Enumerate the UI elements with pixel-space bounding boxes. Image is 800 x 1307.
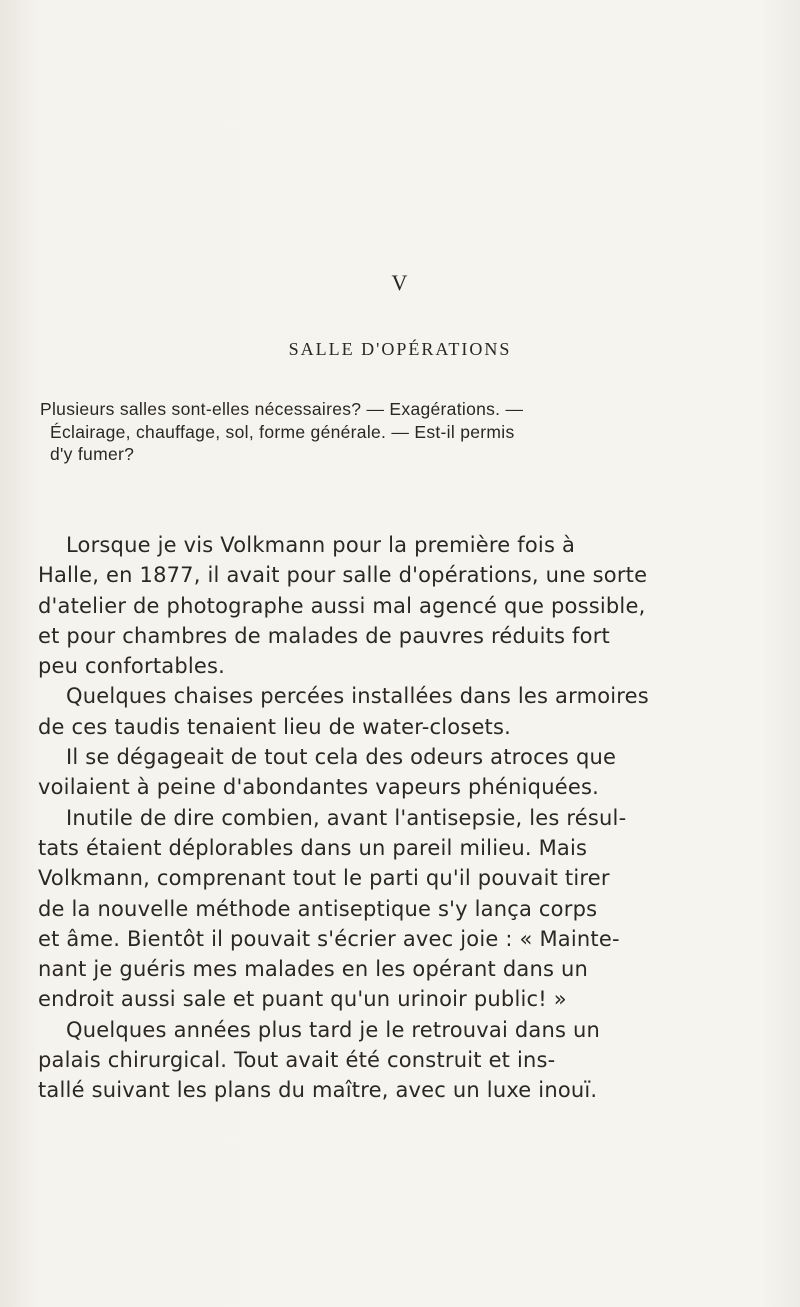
- body-line: et âme. Bientôt il pouvait s'écrier avec joie : « Mainte-: [38, 926, 620, 951]
- body-line: endroit aussi sale et puant qu'un urinoir public! »: [38, 987, 567, 1012]
- chapter-summary: [40, 398, 766, 466]
- body-line: tats étaient déplorables dans un pareil milieu. Mais: [38, 835, 588, 860]
- summary-line: Plusieurs salles sont-elles nécessaires? — Exagérations. —: [40, 399, 524, 419]
- body-line: tallé suivant les plans du maître, avec un luxe inouï.: [38, 1078, 598, 1103]
- chapter-title: SALLE D'OPÉRATIONS: [288, 339, 512, 359]
- body-line: et pour chambres de malades de pauvres réduits fort: [38, 623, 610, 648]
- body-line: palais chirurgical. Tout avait été construit et ins-: [38, 1048, 556, 1073]
- body-line: Quelques années plus tard je le retrouvai dans un: [66, 1017, 601, 1042]
- body-line: de ces taudis tenaient lieu de water-closets.: [38, 714, 512, 739]
- body-line: Lorsque je vis Volkmann pour la première fois à: [66, 533, 576, 557]
- body-line: nant je guéris mes malades en les opérant dans un: [38, 957, 588, 982]
- body-text: [38, 530, 768, 1106]
- body-line: d'atelier de photographe aussi mal agencé que possible,: [38, 593, 646, 618]
- chapter-number: V: [391, 270, 409, 295]
- body-line: Inutile de dire combien, avant l'antisepsie, les résul-: [66, 805, 627, 830]
- body-line: Quelques chaises percées installées dans les armoires: [66, 684, 649, 709]
- body-line: Volkmann, comprenant tout le parti qu'il pouvait tirer: [38, 866, 610, 891]
- body-line: peu confortables.: [38, 654, 226, 679]
- body-line: voilaient à peine d'abondantes vapeurs phéniquées.: [38, 775, 599, 800]
- summary-line: Éclairage, chauffage, sol, forme générale. — Est-il permis: [50, 421, 515, 442]
- body-line: Il se dégageait de tout cela des odeurs atroces que: [66, 745, 617, 770]
- summary-line: d'y fumer?: [50, 444, 135, 464]
- body-line: Halle, en 1877, il avait pour salle d'opérations, une sorte: [38, 563, 648, 588]
- body-line: de la nouvelle méthode antiseptique s'y lança corps: [38, 896, 598, 921]
